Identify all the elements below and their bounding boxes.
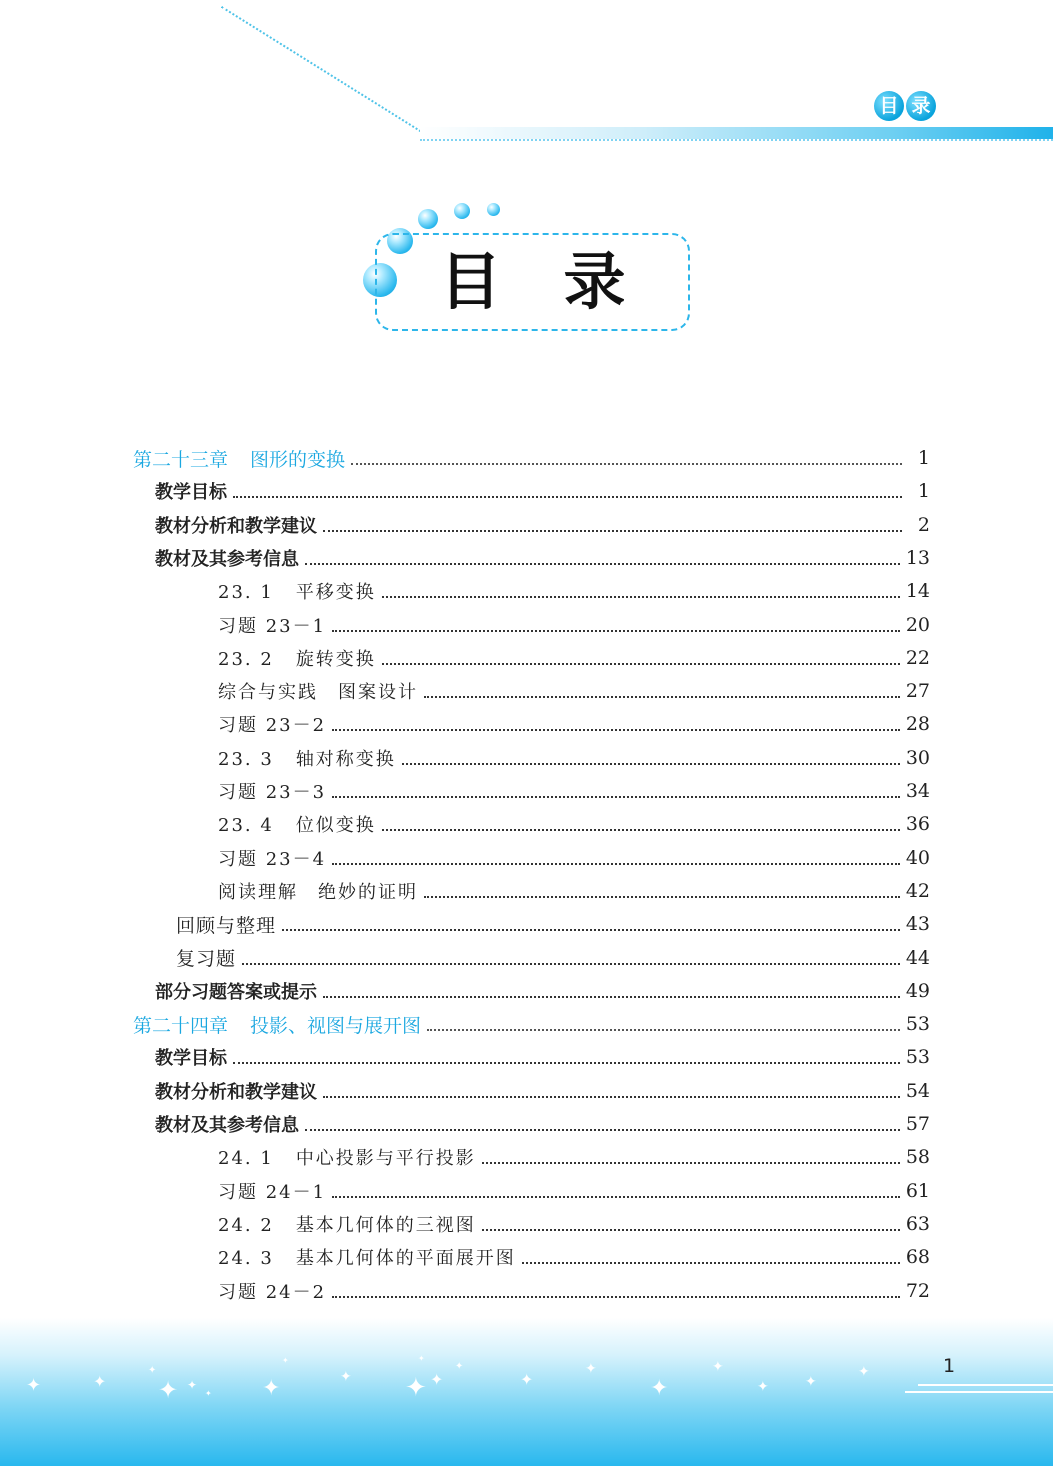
toc-entry-label: [155, 545, 299, 571]
toc-entry-number: 24. 2: [218, 1214, 274, 1236]
toc-leader-dots: [332, 729, 900, 731]
toc-leader-dots: [382, 829, 900, 831]
toc-entry-title: 复习题: [176, 948, 237, 970]
header-dotted-rule: [420, 139, 1053, 141]
sparkle-star-icon: ✦: [205, 1389, 212, 1398]
toc-entry-title: 教材分析和教学建议: [155, 515, 317, 537]
toc-entry-title: 轴对称变换: [295, 748, 396, 770]
toc-leader-dots: [427, 1029, 900, 1031]
toc-entry[interactable]: [218, 809, 930, 839]
toc-entry[interactable]: [218, 1142, 930, 1172]
toc-leader-dots: [332, 796, 900, 798]
sparkle-star-icon: ✦: [158, 1376, 179, 1404]
toc-entry-label: [133, 1011, 421, 1038]
sparkle-star-icon: ✦: [340, 1369, 352, 1385]
toc-leader-dots: [382, 596, 900, 598]
toc-page-number: 43: [905, 913, 930, 936]
toc-page-number: 42: [905, 879, 930, 902]
page-number-rule: [918, 1384, 1053, 1386]
toc-entry-label: [218, 578, 376, 604]
toc-leader-dots: [351, 463, 902, 465]
toc-entry[interactable]: [218, 1276, 930, 1306]
toc-entry-label: [133, 445, 345, 472]
toc-entry[interactable]: [218, 1176, 930, 1206]
toc-entry-number: 24. 1: [218, 1148, 274, 1170]
header-label-char: 录: [906, 91, 936, 121]
toc-entry-title: 位似变换: [295, 815, 376, 837]
toc-entry[interactable]: [218, 776, 930, 806]
decor-bubble-icon: [418, 209, 438, 229]
toc-entry-label: [218, 612, 326, 638]
toc-entry-title: 图形的变换: [250, 448, 346, 471]
toc-page-number: 58: [905, 1146, 930, 1169]
toc-entry[interactable]: [155, 976, 930, 1006]
toc-entry-title: 基本几何体的平面展开图: [295, 1248, 516, 1270]
toc-leader-dots: [332, 863, 900, 865]
header-gradient-bar: [420, 127, 1053, 139]
toc-entry[interactable]: [218, 1242, 930, 1272]
toc-chapter-entry[interactable]: [133, 1009, 930, 1039]
toc-page-number: 27: [905, 680, 930, 703]
toc-entry-title: 习题 23－4: [218, 848, 327, 870]
toc-entry-title: 习题 24－2: [218, 1281, 327, 1303]
toc-leader-dots: [323, 996, 900, 998]
sparkle-star-icon: ✦: [712, 1359, 724, 1375]
toc-entry-title: 教学目标: [155, 482, 227, 504]
toc-entry[interactable]: [155, 1076, 930, 1106]
toc-entry[interactable]: [218, 1209, 930, 1239]
sparkle-star-icon: ✦: [805, 1374, 817, 1390]
toc-entry[interactable]: [176, 909, 930, 939]
toc-page-number: 13: [905, 546, 930, 569]
toc-entry-title: 中心投影与平行投影: [295, 1148, 476, 1170]
toc-page-number: 36: [905, 813, 930, 836]
toc-entry[interactable]: [218, 643, 930, 673]
toc-leader-dots: [323, 1096, 900, 1098]
toc-entry-title: 平移变换: [295, 582, 376, 604]
toc-entry[interactable]: [218, 576, 930, 606]
toc-page-number: 57: [905, 1113, 930, 1135]
toc-leader-dots: [332, 1196, 900, 1198]
toc-entry[interactable]: [155, 510, 930, 540]
toc-entry-title: 部分习题答案或提示: [155, 981, 317, 1003]
toc-leader-dots: [424, 696, 900, 698]
toc-page-number: 53: [905, 1013, 930, 1036]
toc-page-number: 20: [905, 613, 930, 636]
toc-entry-number: 第二十三章: [133, 448, 229, 471]
toc-entry-label: [155, 1078, 317, 1104]
toc-entry-title: 综合与实践 图案设计: [218, 682, 418, 704]
toc-entry-title: 回顾与整理: [176, 914, 277, 937]
sparkle-star-icon: ✦: [585, 1361, 597, 1377]
toc-entry[interactable]: [218, 843, 930, 873]
toc-entry[interactable]: [218, 676, 930, 706]
toc-entry-title: 习题 23－3: [218, 782, 327, 803]
toc-leader-dots: [402, 763, 900, 765]
toc-entry-title: 旋转变换: [295, 648, 376, 670]
toc-entry-number: 23. 4: [218, 815, 274, 837]
toc-entry-label: [155, 1044, 227, 1070]
header-section-label: [874, 91, 936, 121]
toc-entry-title: 习题 23－2: [218, 715, 327, 737]
toc-entry[interactable]: [155, 1042, 930, 1072]
sparkle-star-icon: ✦: [282, 1356, 289, 1365]
toc-page-number: 2: [917, 513, 930, 536]
sparkle-star-icon: ✦: [858, 1364, 870, 1380]
toc-page-number: 1: [917, 480, 930, 503]
toc-leader-dots: [233, 496, 902, 498]
toc-entry-number: 第二十四章: [133, 1014, 229, 1037]
toc-page-number: 53: [905, 1046, 930, 1069]
toc-leader-dots: [305, 1129, 900, 1131]
toc-entry-title: 教材及其参考信息: [155, 1115, 299, 1136]
toc-page-number: 68: [905, 1246, 930, 1269]
toc-leader-dots: [242, 963, 900, 965]
toc-entry[interactable]: [176, 943, 930, 973]
toc-chapter-entry[interactable]: [133, 443, 930, 473]
sparkle-star-icon: ✦: [650, 1376, 669, 1401]
toc-leader-dots: [332, 630, 900, 632]
toc-entry-number: 23. 3: [218, 748, 274, 770]
sparkle-star-icon: ✦: [405, 1373, 427, 1403]
toc-entry[interactable]: [155, 1109, 930, 1139]
header-label-char: 目: [874, 91, 904, 121]
toc-page-number: 1: [917, 447, 930, 469]
toc-entry-number: 23. 1: [218, 582, 274, 604]
toc-entry[interactable]: [218, 743, 930, 773]
sparkle-star-icon: ✦: [187, 1378, 198, 1392]
toc-entry[interactable]: [155, 476, 930, 506]
toc-page-number: 49: [905, 979, 930, 1002]
sparkle-star-icon: ✦: [757, 1379, 769, 1395]
toc-page-number: 72: [905, 1279, 930, 1302]
toc-entry-title: 习题 23－1: [218, 615, 327, 637]
toc-entry-title: 投影、视图与展开图: [250, 1014, 422, 1037]
sparkle-star-icon: ✦: [520, 1370, 534, 1389]
toc-entry-label: [218, 811, 376, 837]
toc-entry-label: [176, 944, 236, 971]
toc-leader-dots: [424, 896, 900, 898]
sparkle-star-icon: ✦: [455, 1361, 464, 1372]
toc-entry[interactable]: [155, 543, 930, 573]
toc-entry-label: [218, 645, 376, 671]
toc-page-number: 22: [905, 646, 930, 669]
toc-entry-label: [155, 512, 317, 538]
toc-entry-label: [218, 878, 418, 904]
toc-entry-label: [218, 778, 326, 804]
toc-leader-dots: [282, 929, 900, 931]
sparkle-star-icon: ✦: [93, 1372, 107, 1391]
toc-entry-label: [176, 911, 276, 938]
page-title: 目录: [439, 245, 688, 318]
toc-page-number: 63: [905, 1212, 930, 1235]
toc-page-number: 61: [905, 1179, 930, 1202]
toc-leader-dots: [332, 1296, 900, 1298]
toc-leader-dots: [522, 1262, 900, 1264]
page-number: 1: [943, 1355, 956, 1377]
toc-entry-title: 教材及其参考信息: [155, 548, 299, 570]
sparkle-star-icon: ✦: [430, 1370, 444, 1389]
sparkle-star-icon: ✦: [418, 1354, 425, 1363]
toc-page-number: 44: [905, 946, 930, 969]
toc-entry-label: [218, 711, 326, 737]
toc-entry[interactable]: [218, 876, 930, 906]
toc-leader-dots: [482, 1229, 900, 1231]
toc-entry-title: 习题 24－1: [218, 1181, 327, 1203]
sparkle-star-icon: ✦: [262, 1376, 281, 1401]
toc-entry-label: [218, 1244, 516, 1270]
toc-entry-label: [218, 1278, 326, 1304]
toc-leader-dots: [233, 1062, 900, 1064]
toc-leader-dots: [323, 530, 902, 532]
toc-entry-label: [218, 678, 418, 704]
toc-entry-title: 基本几何体的三视图: [295, 1214, 476, 1236]
toc-entry-title: 教材分析和教学建议: [155, 1081, 317, 1103]
toc-entry[interactable]: [218, 610, 930, 640]
header-diagonal-line: [221, 6, 421, 132]
sparkle-star-icon: ✦: [26, 1375, 42, 1396]
toc-leader-dots: [305, 563, 900, 565]
toc-entry-label: [218, 745, 396, 771]
toc-page-number: 34: [905, 780, 930, 802]
toc-entry-label: [155, 978, 317, 1004]
page-number-rule: [905, 1391, 1053, 1393]
title-box: [375, 233, 690, 331]
toc-entry-number: 23. 2: [218, 648, 274, 670]
toc-page-number: 40: [905, 846, 930, 869]
toc-entry-label: [218, 1178, 326, 1204]
toc-entry-title: 教学目标: [155, 1048, 227, 1070]
toc-entry-label: [218, 845, 326, 871]
toc-page-number: 14: [905, 580, 930, 603]
toc-page-number: 28: [905, 713, 930, 736]
sparkle-star-icon: ✦: [148, 1365, 157, 1376]
toc-entry-number: 24. 3: [218, 1248, 274, 1270]
toc-leader-dots: [482, 1162, 900, 1164]
toc-entry-label: [155, 1111, 299, 1137]
decor-bubble-icon: [454, 203, 470, 219]
toc-leader-dots: [382, 663, 900, 665]
toc-entry-label: [155, 478, 227, 504]
toc-entry-label: [218, 1144, 476, 1170]
toc-entry-title: 阅读理解 绝妙的证明: [218, 881, 418, 903]
toc-entry-label: [218, 1211, 476, 1237]
toc-page-number: 54: [905, 1079, 930, 1102]
decor-bubble-icon: [487, 203, 500, 216]
toc-entry[interactable]: [218, 709, 930, 739]
toc-page-number: 30: [905, 746, 930, 769]
